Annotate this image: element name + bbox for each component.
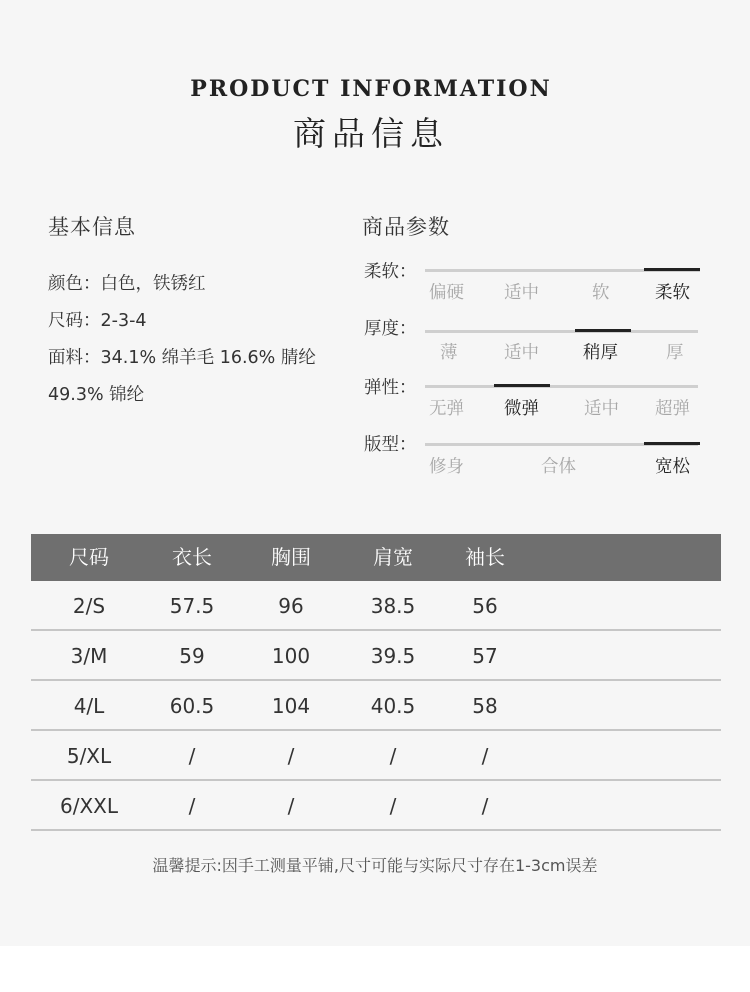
- table-cell: /: [188, 794, 196, 818]
- elasticity-option: 无弹: [429, 399, 464, 419]
- param-label-softness: 柔软：: [364, 262, 417, 282]
- header-cell-sleeve: 袖长: [465, 545, 505, 569]
- table-cell: /: [481, 794, 489, 818]
- table-cell: 57.5: [169, 594, 215, 618]
- table-row: [31, 631, 721, 681]
- table-cell: 56: [472, 594, 498, 618]
- basic-info-title: 基本信息: [48, 215, 136, 239]
- thickness-option: 薄: [440, 343, 458, 363]
- params-title: 商品参数: [362, 215, 450, 239]
- elasticity-option: 适中: [584, 399, 619, 419]
- table-cell: 4/L: [73, 694, 105, 718]
- softness-option: 软: [592, 283, 610, 303]
- table-cell: 2/S: [72, 594, 106, 618]
- fit-option-selected: 宽松: [655, 457, 690, 477]
- measurement-note: 温馨提示:因手工测量平铺,尺寸可能与实际尺寸存在1-3cm误差: [152, 856, 598, 875]
- size-line: 尺码：2-3-4: [48, 311, 147, 331]
- thickness-selected-marker: [575, 329, 631, 332]
- title-english: PRODUCT INFORMATION: [190, 76, 552, 102]
- fit-option: 修身: [429, 457, 464, 477]
- table-cell: 104: [271, 694, 311, 718]
- table-cell: 39.5: [370, 644, 416, 668]
- elasticity-scale-track: [425, 385, 698, 388]
- table-row: [31, 581, 721, 631]
- table-cell: 5/XL: [66, 744, 112, 768]
- size-table-header: [31, 534, 721, 581]
- header-cell-chest: 胸围: [271, 545, 311, 569]
- softness-selected-marker: [644, 268, 700, 271]
- softness-option-selected: 柔软: [655, 283, 690, 303]
- table-row: [31, 681, 721, 731]
- table-row: [31, 731, 721, 781]
- elasticity-selected-marker: [494, 384, 550, 387]
- header-cell-shoulder: 肩宽: [373, 545, 413, 569]
- table-cell: 100: [271, 644, 311, 668]
- table-cell: 3/M: [70, 644, 108, 668]
- table-cell: /: [188, 744, 196, 768]
- table-cell: 38.5: [370, 594, 416, 618]
- param-label-elasticity: 弹性：: [364, 378, 417, 398]
- elasticity-option: 超弹: [655, 399, 690, 419]
- table-cell: 59: [179, 644, 205, 668]
- thickness-option: 适中: [504, 343, 539, 363]
- param-label-fit: 版型：: [364, 435, 417, 455]
- table-cell: /: [389, 744, 397, 768]
- fit-option: 合体: [541, 457, 576, 477]
- table-row: [31, 781, 721, 831]
- softness-option: 偏硬: [429, 283, 464, 303]
- table-cell: 96: [278, 594, 304, 618]
- table-cell: /: [287, 794, 295, 818]
- thickness-option-selected: 稍厚: [583, 343, 618, 363]
- thickness-option: 厚: [666, 343, 684, 363]
- size-table: [31, 534, 721, 831]
- table-cell: 40.5: [370, 694, 416, 718]
- table-cell: 6/XXL: [59, 794, 118, 818]
- elasticity-option-selected: 微弹: [504, 399, 539, 419]
- header-cell-length: 衣长: [172, 545, 212, 569]
- fabric-line-continued: 49.3% 锦纶: [48, 385, 145, 405]
- table-cell: 57: [472, 644, 498, 668]
- title-chinese: 商品信息: [293, 114, 449, 153]
- param-label-thickness: 厚度：: [364, 319, 417, 339]
- header-cell-size: 尺码: [69, 545, 109, 569]
- color-line: 颜色：白色，铁锈红: [48, 274, 206, 294]
- fit-selected-marker: [644, 442, 700, 445]
- table-cell: /: [287, 744, 295, 768]
- softness-option: 适中: [504, 283, 539, 303]
- table-cell: 60.5: [169, 694, 215, 718]
- table-cell: 58: [472, 694, 498, 718]
- fabric-line: 面料：34.1% 绵羊毛 16.6% 腈纶: [48, 348, 316, 368]
- basic-info-list: [48, 266, 358, 414]
- table-cell: /: [389, 794, 397, 818]
- thickness-scale-track: [425, 330, 698, 333]
- table-cell: /: [481, 744, 489, 768]
